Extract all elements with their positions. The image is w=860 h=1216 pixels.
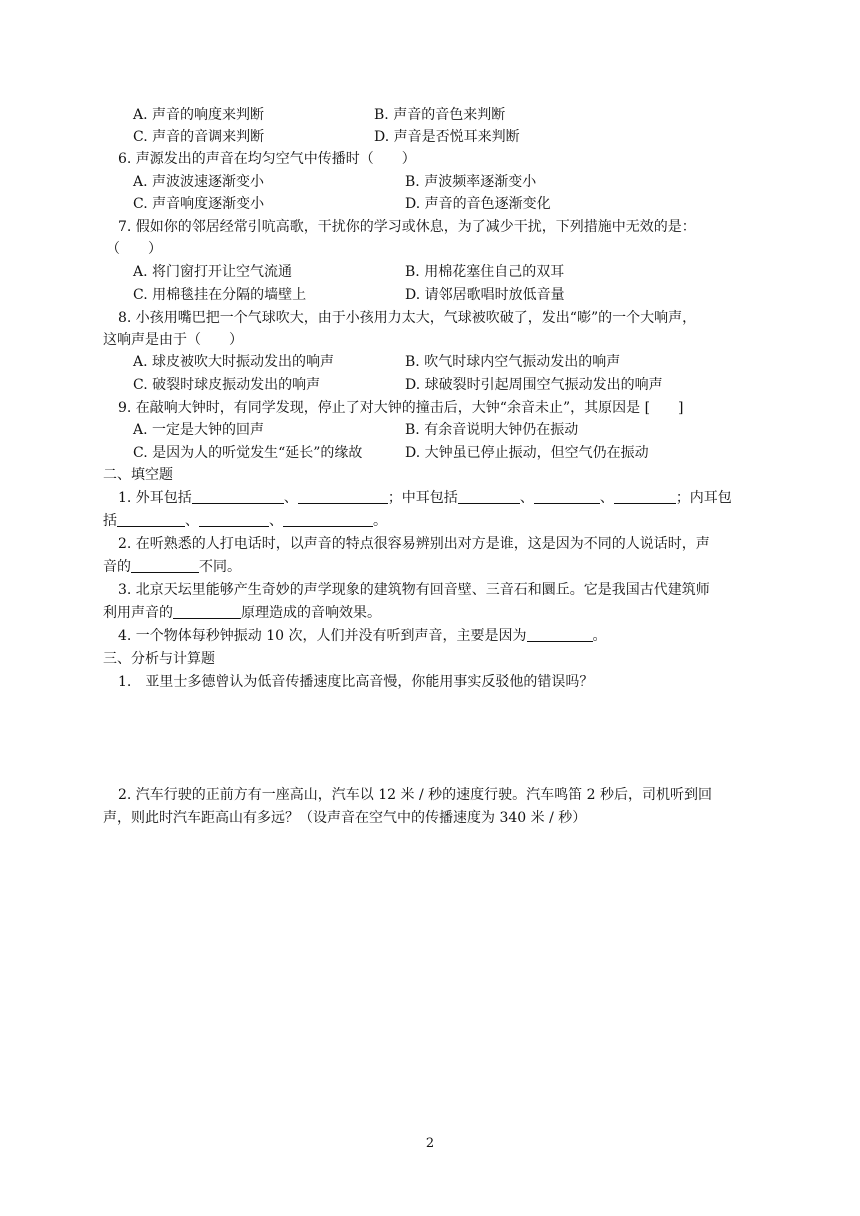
- fill-1-line2: 括 、 、 。: [103, 513, 387, 529]
- answer-blank[interactable]: [614, 489, 676, 504]
- answer-blank[interactable]: [117, 512, 185, 527]
- answer-blank[interactable]: [298, 489, 388, 504]
- q9-stem: 9. 在敲响大钟时，有同学发现，停止了对大钟的撞击后，大钟“余音未止”，其原因是 [ ]: [118, 400, 684, 416]
- q9-option-c: C. 是因为人的听觉发生“延长”的缘故: [133, 445, 363, 461]
- fill-3-line2: 利用声音的 原理造成的音响效果。: [103, 605, 381, 621]
- q8-stem-line2: 这响声是由于（ ）: [103, 332, 243, 348]
- q7-option-a: A. 将门窗打开让空气流通: [133, 264, 293, 280]
- q6-stem: 6. 声源发出的声音在均匀空气中传播时（ ）: [118, 151, 416, 167]
- answer-blank[interactable]: [283, 512, 373, 527]
- calc-2-line2: 声，则此时汽车距高山有多远？（设声音在空气中的传播速度为 340 米 / 秒）: [103, 810, 587, 826]
- fill-2-line1: 2. 在听熟悉的人打电话时，以声音的特点很容易辨别出对方是谁，这是因为不同的人说话时，声: [118, 536, 710, 552]
- answer-blank[interactable]: [173, 604, 241, 619]
- q7-stem-line2: （ ）: [106, 241, 162, 257]
- q5-option-d: D. 声音是否悦耳来判断: [374, 129, 520, 145]
- calc-2-line1: 2. 汽车行驶的正前方有一座高山，汽车以 12 米 / 秒的速度行驶。汽车鸣笛 2 秒后，司机听到回: [118, 787, 712, 803]
- fill-3-line1: 3. 北京天坛里能够产生奇妙的声学现象的建筑物有回音壁、三音石和圜丘。它是我国古代建筑师: [118, 582, 710, 598]
- answer-blank[interactable]: [199, 512, 269, 527]
- q8-option-d: D. 球破裂时引起周围空气振动发出的响声: [405, 377, 663, 393]
- q8-option-b: B. 吹气时球内空气振动发出的响声: [405, 354, 621, 370]
- answer-blank[interactable]: [192, 489, 284, 504]
- answer-blank[interactable]: [527, 627, 593, 642]
- q9-option-a: A. 一定是大钟的回声: [133, 422, 265, 438]
- q6-option-c: C. 声音响度逐渐变小: [133, 196, 265, 212]
- q9-option-d: D. 大钟虽已停止振动，但空气仍在振动: [405, 445, 649, 461]
- q6-option-b: B. 声波频率逐渐变小: [405, 174, 537, 190]
- fill-1-line1: 1. 外耳包括 、 ；中耳包括 、 、 ；内耳包: [118, 490, 732, 506]
- q7-option-c: C. 用棉毯挂在分隔的墙壁上: [133, 287, 307, 303]
- fill-2-line2: 音的 不同。: [103, 559, 241, 575]
- q9-option-b: B. 有余音说明大钟仍在振动: [405, 422, 579, 438]
- q5-option-b: B. 声音的音色来判断: [374, 107, 506, 123]
- q7-stem-line1: 7. 假如你的邻居经常引吭高歌，干扰你的学习或休息，为了减少干扰，下列措施中无效的是：: [118, 219, 696, 235]
- section-3-title: 三、分析与计算题: [103, 651, 215, 667]
- section-2-title: 二、填空题: [103, 467, 173, 483]
- fill-4: 4. 一个物体每秒钟振动 10 次，人们并没有听到声音，主要是因为 。: [118, 628, 607, 644]
- q6-option-d: D. 声音的音色逐渐变化: [405, 196, 551, 212]
- q6-option-a: A. 声波波速逐渐变小: [133, 174, 265, 190]
- answer-blank[interactable]: [534, 489, 600, 504]
- calc-1: 1. 亚里士多德曾认为低音传播速度比高音慢，你能用事实反驳他的错误吗？: [118, 674, 594, 690]
- q5-option-a: A. 声音的响度来判断: [133, 107, 265, 123]
- q7-option-d: D. 请邻居歌唱时放低音量: [405, 287, 565, 303]
- q8-option-c: C. 破裂时球皮振动发出的响声: [133, 377, 321, 393]
- q8-option-a: A. 球皮被吹大时振动发出的响声: [133, 354, 335, 370]
- answer-blank[interactable]: [131, 558, 199, 573]
- page-number: 2: [425, 1136, 435, 1151]
- answer-blank[interactable]: [458, 489, 520, 504]
- q7-option-b: B. 用棉花塞住自己的双耳: [405, 264, 565, 280]
- q8-stem-line1: 8. 小孩用嘴巴把一个气球吹大，由于小孩用力太大，气球被吹破了，发出“嘭”的一个大响声，: [118, 310, 697, 326]
- q5-option-c: C. 声音的音调来判断: [133, 129, 265, 145]
